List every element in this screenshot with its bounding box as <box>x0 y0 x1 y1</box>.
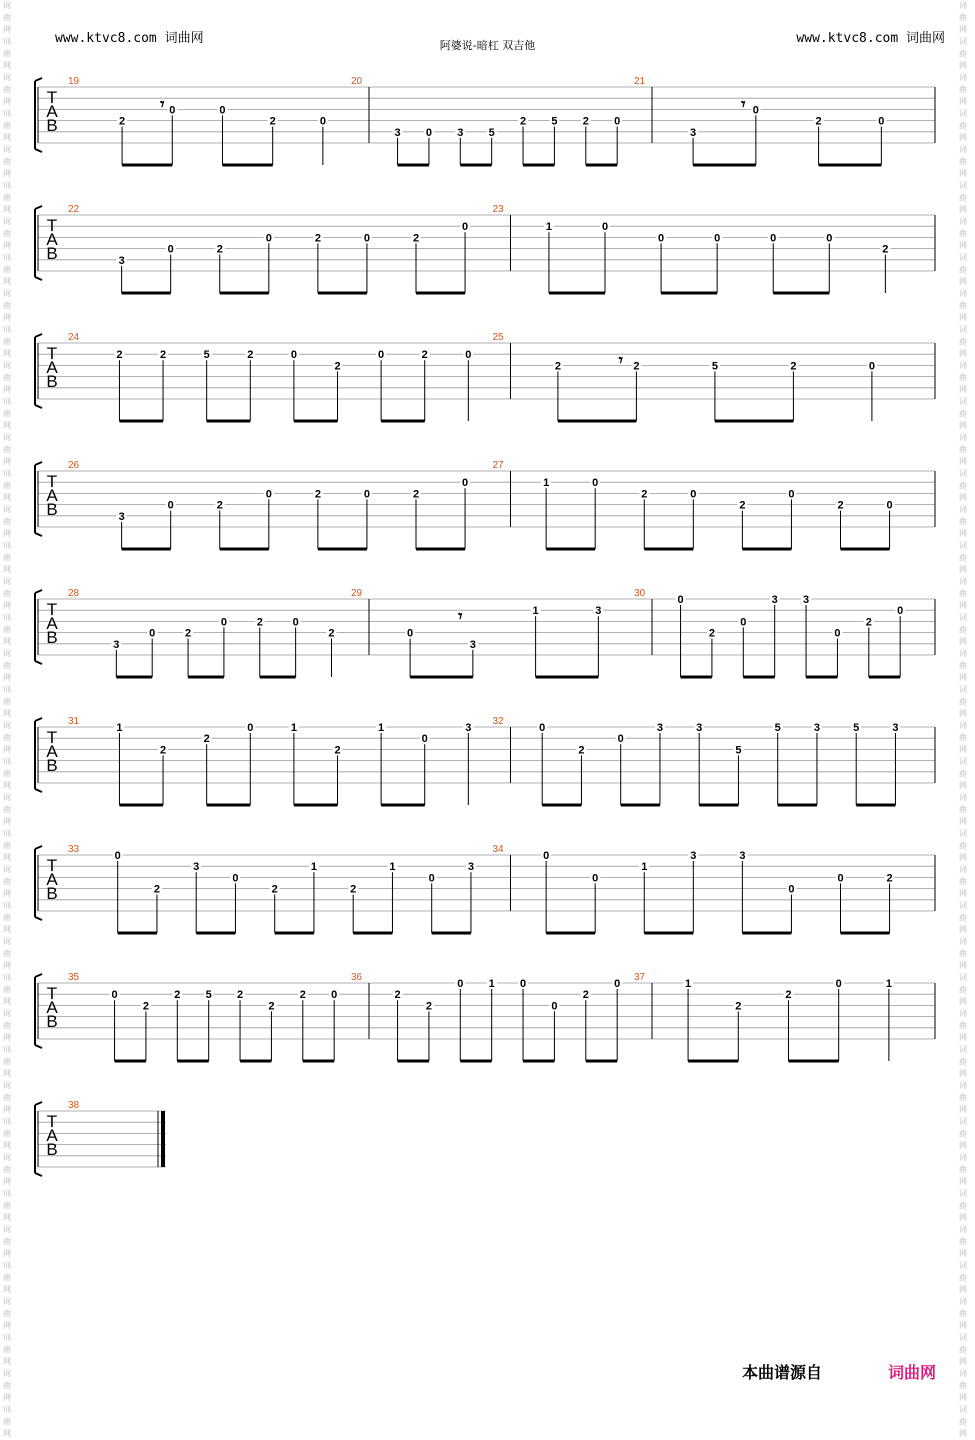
fret-number: 5 <box>853 722 860 734</box>
fret-number: 0 <box>592 872 599 885</box>
eighth-rest: 𝄾 <box>160 96 165 114</box>
fret-number: 3 <box>892 722 899 734</box>
fret-number: 3 <box>467 861 475 874</box>
fret-number: 2 <box>739 499 746 512</box>
measure-number: 34 <box>492 844 504 855</box>
tab-clef-letter: B <box>46 500 58 519</box>
fret-number: 0 <box>897 605 904 618</box>
fret-number: 5 <box>735 744 742 757</box>
fret-number: 2 <box>554 360 561 373</box>
fret-number: 0 <box>834 627 841 640</box>
fret-number: 2 <box>519 115 527 128</box>
measure-number: 27 <box>492 460 504 471</box>
fret-number: 1 <box>885 978 892 990</box>
fret-number: 0 <box>378 349 385 362</box>
measure-number: 33 <box>68 844 80 855</box>
eighth-rest: 𝄾 <box>458 608 463 626</box>
fret-number: 0 <box>428 872 435 885</box>
fret-number: 0 <box>331 989 338 1002</box>
fret-number: 2 <box>256 616 263 629</box>
fret-number: 0 <box>319 115 326 128</box>
measure-number: 32 <box>492 716 504 727</box>
fret-number: 2 <box>328 627 335 640</box>
fret-number: 1 <box>545 221 552 234</box>
fret-number: 2 <box>314 232 321 245</box>
fret-number: 0 <box>770 232 777 245</box>
fret-number: 2 <box>159 349 167 362</box>
fret-number: 0 <box>425 126 432 139</box>
eighth-rest: 𝄾 <box>618 352 623 370</box>
fret-number: 2 <box>153 883 161 896</box>
fret-number: 2 <box>159 744 167 757</box>
fret-number: 5 <box>551 115 558 128</box>
footer-source-label: 本曲谱源自 <box>742 1363 823 1382</box>
tab-clef-letter: A <box>46 998 58 1017</box>
fret-number: 0 <box>462 221 469 234</box>
fret-number: 2 <box>886 872 893 885</box>
fret-number: 3 <box>813 722 821 734</box>
fret-number: 2 <box>421 349 428 362</box>
fret-number: 0 <box>149 627 156 640</box>
measure-number: 25 <box>492 332 504 343</box>
tab-clef-letter: B <box>46 1140 58 1159</box>
tab-clef-letter: B <box>46 1012 58 1031</box>
measure-number: 37 <box>634 972 646 983</box>
fret-number: 1 <box>290 722 297 734</box>
fret-number: 0 <box>543 850 550 862</box>
measure-number: 36 <box>351 972 363 983</box>
fret-number: 0 <box>740 616 747 629</box>
fret-number: 3 <box>394 126 401 139</box>
fret-number: 2 <box>394 989 401 1002</box>
fret-number: 2 <box>865 616 872 629</box>
fret-number: 3 <box>656 722 664 734</box>
fret-number: 0 <box>617 733 624 746</box>
fret-number: 2 <box>119 115 126 128</box>
fret-number: 3 <box>771 594 778 606</box>
tab-clef-letter: A <box>46 230 58 249</box>
fret-number: 1 <box>532 605 539 618</box>
fret-number: 1 <box>310 861 318 874</box>
fret-number: 0 <box>265 232 272 245</box>
fret-number: 3 <box>469 638 476 651</box>
fret-number: 0 <box>837 872 844 885</box>
tab-clef-letter: A <box>46 614 58 633</box>
fret-number: 0 <box>220 616 227 629</box>
measure-number: 24 <box>68 332 80 343</box>
fret-number: 0 <box>551 1000 558 1013</box>
fret-number: 0 <box>835 978 842 990</box>
tab-clef-letter: T <box>46 600 58 619</box>
fret-number: 0 <box>614 115 621 128</box>
fret-number: 1 <box>543 477 550 490</box>
fret-number: 5 <box>488 126 495 139</box>
fret-number: 5 <box>203 349 210 362</box>
fret-number: 2 <box>216 499 223 512</box>
fret-number: 0 <box>677 594 684 606</box>
fret-number: 2 <box>815 115 822 128</box>
fret-number: 3 <box>118 510 125 523</box>
fret-number: 3 <box>465 722 472 734</box>
fret-number: 2 <box>785 989 792 1002</box>
fret-number: 0 <box>462 477 469 490</box>
watermark-column-right: 词曲网词曲网词曲网词曲网词曲网词曲网词曲网词曲网词曲网词曲网词曲网词曲网词曲网词曲网词曲网词曲网词曲网词曲网词曲网词曲网词曲网词曲网词曲网词曲网词曲网词曲网词曲网词曲网词曲网词曲网词曲网词曲网词曲网词曲网词曲网词曲网词曲网词曲网词曲网词曲网 <box>959 1 967 1438</box>
measure-number: 23 <box>492 204 504 215</box>
fret-number: 2 <box>708 627 715 640</box>
fret-number: 0 <box>614 978 621 990</box>
fret-number: 2 <box>299 989 306 1002</box>
measure-number: 28 <box>68 588 80 599</box>
measure-number: 22 <box>68 204 80 215</box>
fret-number: 0 <box>421 733 428 746</box>
tab-clef-letter: B <box>46 244 58 263</box>
fret-number: 3 <box>457 126 464 139</box>
fret-number: 3 <box>802 594 810 606</box>
fret-number: 1 <box>389 861 396 874</box>
fret-number: 0 <box>219 104 226 117</box>
fret-number: 2 <box>269 115 276 128</box>
fret-number: 2 <box>271 883 278 896</box>
fret-number: 0 <box>826 232 833 245</box>
fret-number: 2 <box>412 488 420 501</box>
fret-number: 3 <box>113 638 120 651</box>
fret-number: 1 <box>488 978 495 990</box>
fret-number: 0 <box>114 850 121 862</box>
fret-number: 0 <box>457 978 464 990</box>
fret-number: 0 <box>519 978 527 990</box>
fret-number: 0 <box>265 488 272 501</box>
fret-number: 5 <box>205 989 212 1002</box>
fret-number: 0 <box>247 722 254 734</box>
fret-number: 1 <box>685 978 692 990</box>
measure-number: 38 <box>68 1100 80 1111</box>
fret-number: 2 <box>116 349 123 362</box>
fret-number: 2 <box>578 744 585 757</box>
measure-number: 30 <box>634 588 646 599</box>
measure-number: 29 <box>351 588 363 599</box>
tab-clef-letter: T <box>46 856 58 875</box>
measure-number: 20 <box>351 76 363 87</box>
fret-number: 0 <box>363 232 370 245</box>
fret-number: 2 <box>236 989 244 1002</box>
fret-number: 2 <box>314 488 321 501</box>
fret-number: 3 <box>595 605 602 618</box>
fret-number: 0 <box>886 499 893 512</box>
fret-number: 2 <box>837 499 844 512</box>
fret-number: 0 <box>290 349 297 362</box>
footer-brand-link[interactable]: 词曲网 <box>888 1363 937 1382</box>
fret-number: 0 <box>878 115 885 128</box>
measure-number: 21 <box>634 76 646 87</box>
fret-number: 2 <box>350 883 357 896</box>
tab-clef-letter: A <box>46 358 58 377</box>
tab-clef-letter: T <box>46 728 58 747</box>
fret-number: 0 <box>363 488 370 501</box>
fret-number: 2 <box>247 349 254 362</box>
fret-number: 3 <box>696 722 703 734</box>
fret-number: 2 <box>633 360 640 373</box>
song-title: 阿婆说-暗杠 双吉他 <box>439 39 536 52</box>
tab-clef-letter: A <box>46 102 58 121</box>
fret-number: 2 <box>268 1000 275 1013</box>
fret-number: 2 <box>142 1000 149 1013</box>
tab-clef-letter: A <box>46 870 58 889</box>
watermark-column-left: 词曲网词曲网词曲网词曲网词曲网词曲网词曲网词曲网词曲网词曲网词曲网词曲网词曲网词曲网词曲网词曲网词曲网词曲网词曲网词曲网词曲网词曲网词曲网词曲网词曲网词曲网词曲网词曲网词曲网词曲网词曲网词曲网词曲网词曲网词曲网词曲网词曲网词曲网词曲网词曲网 <box>3 1 11 1438</box>
fret-number: 2 <box>216 243 223 256</box>
tab-clef-letter: T <box>46 984 58 1003</box>
measure-number: 19 <box>68 76 80 87</box>
fret-number: 3 <box>690 126 697 139</box>
fret-number: 0 <box>232 872 239 885</box>
site-url-right[interactable]: www.ktvc8.com 词曲网 <box>796 31 945 46</box>
fret-number: 2 <box>582 115 589 128</box>
fret-number: 2 <box>790 360 797 373</box>
fret-number: 0 <box>690 488 697 501</box>
fret-number: 0 <box>167 499 174 512</box>
fret-number: 0 <box>167 243 174 256</box>
tab-clef-letter: B <box>46 884 58 903</box>
measure-number: 26 <box>68 460 80 471</box>
tab-clef-letter: A <box>46 742 58 761</box>
fret-number: 2 <box>203 733 210 746</box>
fret-number: 2 <box>641 488 648 501</box>
fret-number: 2 <box>882 243 889 256</box>
tab-clef-letter: T <box>46 344 58 363</box>
fret-number: 0 <box>714 232 721 245</box>
tab-clef-letter: B <box>46 756 58 775</box>
fret-number: 0 <box>169 104 176 117</box>
fret-number: 0 <box>465 349 472 362</box>
fret-number: 3 <box>690 850 697 862</box>
fret-number: 5 <box>774 722 781 734</box>
fret-number: 0 <box>868 360 875 373</box>
fret-number: 0 <box>292 616 299 629</box>
fret-number: 1 <box>116 722 123 734</box>
eighth-rest: 𝄾 <box>741 96 746 114</box>
fret-number: 3 <box>739 850 746 862</box>
fret-number: 3 <box>193 861 200 874</box>
fret-number: 0 <box>601 221 609 234</box>
tab-clef-letter: T <box>46 472 58 491</box>
tab-clef-letter: T <box>46 88 58 107</box>
fret-number: 0 <box>658 232 665 245</box>
tab-clef-letter: A <box>46 486 58 505</box>
fret-number: 2 <box>425 1000 432 1013</box>
fret-number: 0 <box>788 883 795 896</box>
fret-number: 2 <box>174 989 181 1002</box>
fret-number: 2 <box>334 744 341 757</box>
fret-number: 1 <box>378 722 385 734</box>
fret-number: 2 <box>184 627 192 640</box>
fret-number: 3 <box>118 254 125 267</box>
tab-clef-letter: B <box>46 372 58 391</box>
tab-clef-letter: T <box>46 1112 58 1131</box>
fret-number: 2 <box>412 232 420 245</box>
fret-number: 2 <box>735 1000 742 1013</box>
fret-number: 0 <box>407 627 414 640</box>
fret-number: 0 <box>539 722 546 734</box>
fret-number: 0 <box>752 104 759 117</box>
fret-number: 0 <box>592 477 599 490</box>
fret-number: 5 <box>711 360 718 373</box>
tab-clef-letter: A <box>46 1126 58 1145</box>
tab-clef-letter: B <box>46 116 58 135</box>
measure-number: 35 <box>68 972 80 983</box>
tab-clef-letter: B <box>46 628 58 647</box>
measure-number: 31 <box>68 716 80 727</box>
fret-number: 2 <box>334 360 341 373</box>
fret-number: 1 <box>641 861 648 874</box>
fret-number: 0 <box>788 488 795 501</box>
fret-number: 2 <box>582 989 589 1002</box>
fret-number: 0 <box>111 989 118 1002</box>
tab-clef-letter: T <box>46 216 58 235</box>
site-url-left[interactable]: www.ktvc8.com 词曲网 <box>55 31 204 46</box>
